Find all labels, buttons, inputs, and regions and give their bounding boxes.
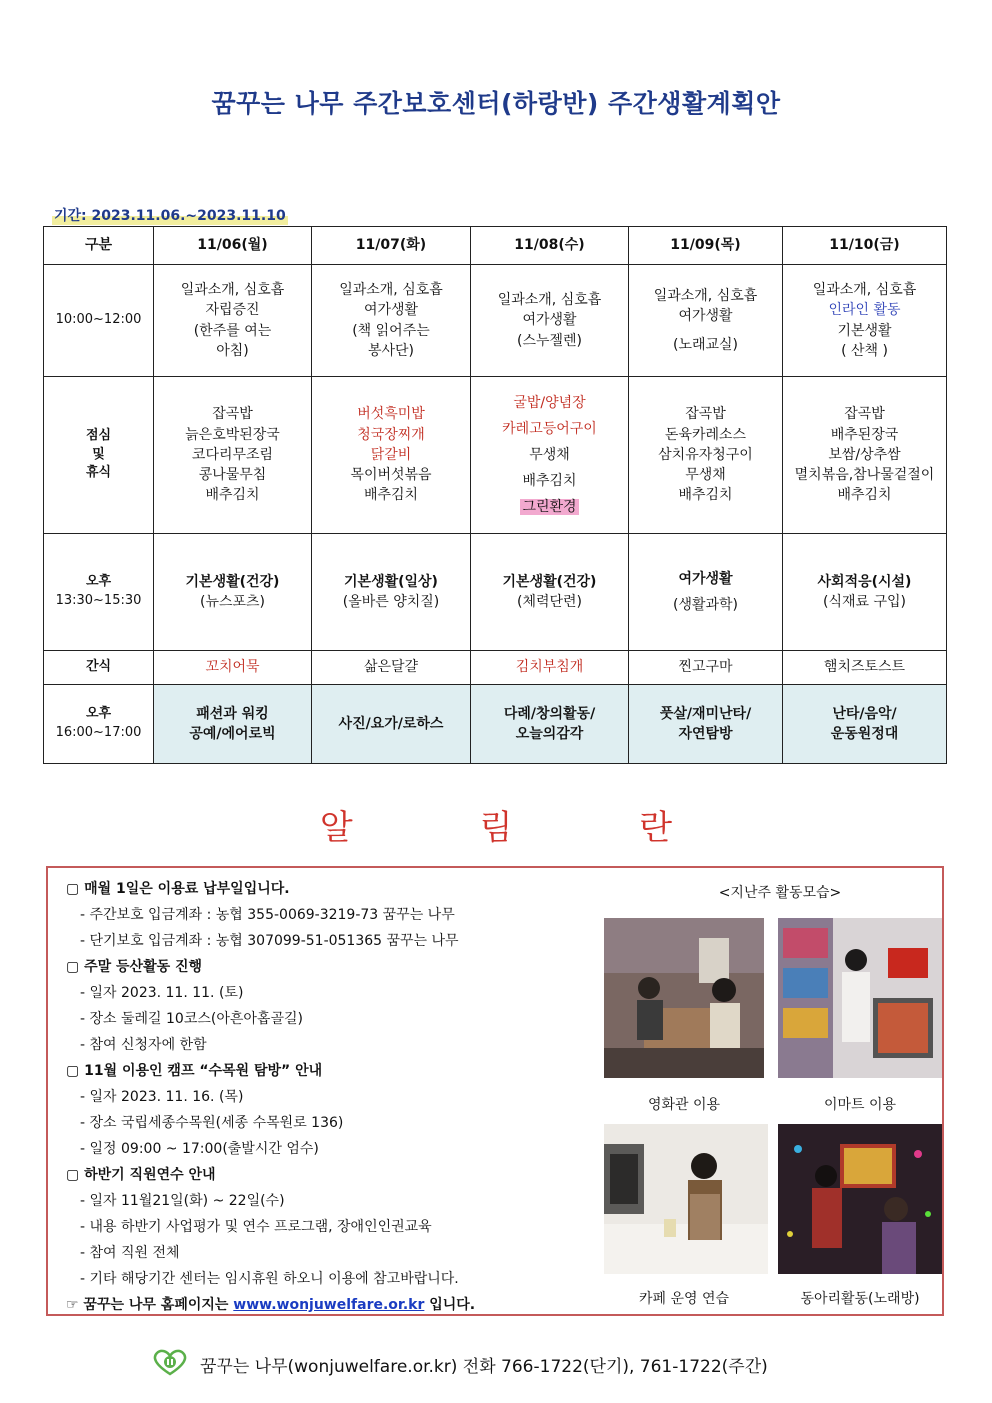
notice-list bbox=[66, 876, 586, 1318]
header-cell: 11/08(수) bbox=[471, 227, 629, 265]
notice-item-sub: - 단기보호 입금계좌 : 농협 307099-51-051365 꿈꾸는 나무 bbox=[80, 933, 459, 949]
period-label: 기간: 2023.11.06.~2023.11.10 bbox=[52, 205, 288, 225]
cell-text: 기본생활(건강) bbox=[502, 573, 597, 590]
afternoon1-row bbox=[44, 534, 947, 651]
cell-text: 일과소개, 심호흡 bbox=[339, 281, 443, 298]
menu-item: 청국장찌개 bbox=[357, 426, 425, 443]
menu-item: 배추된장국 bbox=[830, 426, 899, 443]
cell-text: 오늘의감각 bbox=[515, 726, 584, 742]
header-cell: 11/06(월) bbox=[154, 227, 312, 265]
photos-title: <지난주 활동모습> bbox=[718, 885, 842, 901]
cell-text: 인라인 활동 bbox=[828, 302, 901, 319]
photo-caption: 동아리활동(노래방) bbox=[800, 1291, 920, 1307]
cell-text: ( 산책 ) bbox=[841, 342, 888, 359]
cell-text: (한주를 여는 bbox=[193, 322, 272, 339]
notice-item-sub: - 일자 11월21일(화) ~ 22일(수) bbox=[80, 1193, 285, 1209]
notice-item-sub: - 주간보호 입금계좌 : 농협 355-0069-3219-73 꿈꾸는 나무 bbox=[80, 907, 455, 923]
schedule-cell bbox=[154, 265, 312, 377]
cell-text: 자연탐방 bbox=[678, 726, 733, 742]
menu-cell bbox=[312, 377, 471, 534]
header-row bbox=[44, 227, 947, 265]
menu-item: 무생채 bbox=[685, 467, 726, 484]
schedule-cell bbox=[471, 534, 629, 651]
schedule-cell bbox=[471, 265, 629, 377]
snack-cell: 삶은달걀 bbox=[312, 651, 471, 685]
karaoke-photo bbox=[778, 1124, 942, 1274]
schedule-cell bbox=[154, 534, 312, 651]
weekly-schedule-table bbox=[43, 226, 947, 764]
club-cell bbox=[312, 685, 471, 764]
club-cell bbox=[783, 685, 947, 764]
notice-item-sub: - 일자 2023. 11. 11. (토) bbox=[80, 985, 244, 1001]
row-label bbox=[44, 685, 154, 764]
cell-text: 여가생활 bbox=[522, 312, 577, 329]
cell-text: 기본생활(일상) bbox=[344, 573, 438, 590]
menu-item: 배추김치 bbox=[678, 487, 733, 504]
label-text: 점심 bbox=[85, 427, 112, 443]
club-cell bbox=[471, 685, 629, 764]
afternoon2-row bbox=[44, 685, 947, 764]
row-label bbox=[44, 534, 154, 651]
header-cell: 11/10(금) bbox=[783, 227, 947, 265]
cell-text: 여가생활 bbox=[678, 570, 733, 587]
cell-text: 일과소개, 심호흡 bbox=[653, 288, 758, 305]
cell-text: 난타/음악/ bbox=[832, 705, 897, 722]
cell-text: 일과소개, 심호흡 bbox=[180, 281, 285, 298]
page-title: 꿈꾸는 나무 주간보호센터(하랑반) 주간생활계획안 bbox=[211, 89, 781, 118]
cafe-photo bbox=[604, 1124, 768, 1274]
cell-text: 공예/에어로빅 bbox=[189, 726, 276, 742]
homepage-suffix: 입니다. bbox=[429, 1297, 476, 1313]
morning-row bbox=[44, 265, 947, 377]
cell-text: 일과소개, 심호흡 bbox=[497, 292, 602, 309]
cell-text: 봉사단) bbox=[367, 342, 415, 359]
notice-item-head: ▢ 주말 등산활동 진행 bbox=[66, 959, 203, 975]
snack-cell: 찐고구마 bbox=[629, 651, 783, 685]
homepage-line bbox=[66, 1292, 586, 1318]
photo-caption: 카페 운영 연습 bbox=[638, 1291, 730, 1307]
cell-text: 사진/요가/로하스 bbox=[338, 715, 444, 732]
label-text: 13:30~15:30 bbox=[55, 593, 142, 608]
menu-item: 코다리무조림 bbox=[191, 446, 274, 463]
label-text: 및 bbox=[92, 446, 105, 462]
notice-item-sub: - 참여 직원 전체 bbox=[80, 1245, 180, 1261]
cell-text: (식재료 구입) bbox=[823, 594, 906, 610]
notice-item-sub: - 장소 둘레길 10코스(아흔아홉골길) bbox=[80, 1011, 303, 1027]
club-cell bbox=[154, 685, 312, 764]
menu-item: 닭갈비 bbox=[370, 446, 412, 463]
menu-cell bbox=[783, 377, 947, 534]
row-label: 간식 bbox=[44, 651, 154, 685]
homepage-prefix: ☞ 꿈꾸는 나무 홈페이지는 bbox=[66, 1297, 229, 1313]
header-cell: 11/07(화) bbox=[312, 227, 471, 265]
cell-text: 운동원정대 bbox=[830, 726, 899, 742]
menu-item: 배추김치 bbox=[205, 487, 260, 504]
menu-item: 버섯흑미밥 bbox=[357, 406, 425, 423]
schedule-cell bbox=[312, 265, 471, 377]
cell-text: (생활과학) bbox=[672, 597, 739, 613]
cell-text: 자립증진 bbox=[205, 302, 260, 319]
menu-item: 잡곡밥 bbox=[844, 406, 885, 423]
schedule-cell bbox=[629, 265, 783, 377]
notice-item-sub: - 내용 하반기 사업평가 및 연수 프로그램, 장애인인권교육 bbox=[80, 1219, 432, 1235]
notice-item-sub: - 기타 해당기간 센터는 임시휴원 하오니 이용에 참고바랍니다. bbox=[80, 1271, 459, 1287]
menu-item: 돈육카레소스 bbox=[664, 426, 747, 443]
schedule-cell bbox=[312, 534, 471, 651]
menu-item: 삼치유자청구이 bbox=[658, 446, 753, 463]
menu-item: 카레고등어구이 bbox=[502, 421, 597, 437]
cell-text: (뉴스포츠) bbox=[199, 594, 266, 610]
heart-logo-icon bbox=[150, 1348, 190, 1381]
snack-cell: 꼬치어묵 bbox=[154, 651, 312, 685]
cell-text: 여가생활 bbox=[678, 308, 733, 325]
schedule-cell bbox=[783, 265, 947, 377]
menu-item: 배추김치 bbox=[363, 487, 419, 504]
schedule-cell bbox=[783, 534, 947, 651]
menu-item: 무생채 bbox=[529, 447, 570, 463]
notice-item-sub: - 참여 신청자에 한함 bbox=[80, 1037, 207, 1053]
menu-item: 보쌈/상추쌈 bbox=[828, 446, 901, 463]
menu-item: 잡곡밥 bbox=[212, 406, 253, 423]
cell-text: (책 읽어주는 bbox=[352, 322, 430, 339]
mart-photo bbox=[778, 918, 942, 1078]
cell-text: 패션과 워킹 bbox=[196, 705, 269, 722]
cell-text: 풋살/재미난타/ bbox=[659, 705, 752, 722]
cell-text: (노래교실) bbox=[672, 336, 739, 353]
header-cell: 11/09(목) bbox=[629, 227, 783, 265]
menu-cell bbox=[629, 377, 783, 534]
club-cell bbox=[629, 685, 783, 764]
menu-item: 배추김치 bbox=[837, 487, 892, 504]
notice-item-sub: - 장소 국립세종수목원(세종 수목원로 136) bbox=[80, 1115, 344, 1131]
cell-text: 기본생활(건강) bbox=[185, 573, 280, 590]
schedule-cell bbox=[629, 534, 783, 651]
snack-cell: 김치부침개 bbox=[471, 651, 629, 685]
menu-item: 늙은호박된장국 bbox=[185, 426, 280, 443]
homepage-link[interactable]: www.wonjuwelfare.or.kr bbox=[233, 1297, 425, 1313]
notice-item-sub: - 일정 09:00 ~ 17:00(출발시간 엄수) bbox=[80, 1141, 319, 1157]
notice-item-head: ▢ 매월 1일은 이용료 납부일입니다. bbox=[66, 881, 290, 897]
menu-item: 배추김치 bbox=[522, 473, 577, 489]
row-label bbox=[44, 377, 154, 534]
menu-item: 목이버섯볶음 bbox=[350, 467, 432, 484]
label-text: 오후 bbox=[85, 574, 112, 590]
snack-row bbox=[44, 651, 947, 685]
cell-text: 다례/창의활동/ bbox=[503, 705, 596, 722]
menu-item: 콩나물무침 bbox=[198, 467, 267, 484]
menu-item: 잡곡밥 bbox=[685, 406, 726, 423]
cell-text: 아침) bbox=[216, 342, 249, 359]
menu-item: 굴밥/양념장 bbox=[513, 395, 586, 411]
footer-text: 꿈꾸는 나무(wonjuwelfare.or.kr) 전화 766-1722(단기), 761-1722(주간) bbox=[200, 1357, 768, 1377]
label-text: 오후 bbox=[85, 706, 112, 722]
cell-text: 기본생활 bbox=[837, 322, 892, 339]
cell-text: (올바른 양치질) bbox=[342, 594, 440, 610]
notice-heading: 알 림 란 bbox=[319, 808, 731, 848]
cell-text: 여가생활 bbox=[363, 302, 419, 319]
photo-caption: 이마트 이용 bbox=[823, 1097, 897, 1113]
cell-text: 사회적응(시설) bbox=[817, 573, 912, 590]
cinema-photo bbox=[604, 918, 764, 1078]
cell-text: (체력단련) bbox=[516, 594, 583, 610]
label-text: 휴식 bbox=[85, 465, 112, 481]
row-label: 10:00~12:00 bbox=[44, 265, 154, 377]
cell-text: (스누젤렌) bbox=[516, 332, 583, 349]
snack-cell: 햄치즈토스트 bbox=[783, 651, 947, 685]
menu-item: 멸치볶음,참나물겉절이 bbox=[794, 467, 935, 484]
highlight-tag: 그린환경 bbox=[522, 499, 577, 515]
menu-cell bbox=[471, 377, 629, 534]
menu-cell bbox=[154, 377, 312, 534]
notice-item-head: ▢ 11월 이용인 캠프 “수목원 탐방” 안내 bbox=[66, 1063, 323, 1079]
notice-box bbox=[46, 866, 944, 1316]
photo-caption: 영화관 이용 bbox=[647, 1097, 721, 1113]
notice-item-sub: - 일자 2023. 11. 16. (목) bbox=[80, 1089, 244, 1105]
footer bbox=[150, 1348, 768, 1381]
header-cell: 구분 bbox=[44, 227, 154, 265]
lunch-row bbox=[44, 377, 947, 534]
label-text: 16:00~17:00 bbox=[55, 725, 142, 740]
notice-item-head: ▢ 하반기 직원연수 안내 bbox=[66, 1167, 216, 1183]
cell-text: 일과소개, 심호흡 bbox=[812, 281, 917, 298]
